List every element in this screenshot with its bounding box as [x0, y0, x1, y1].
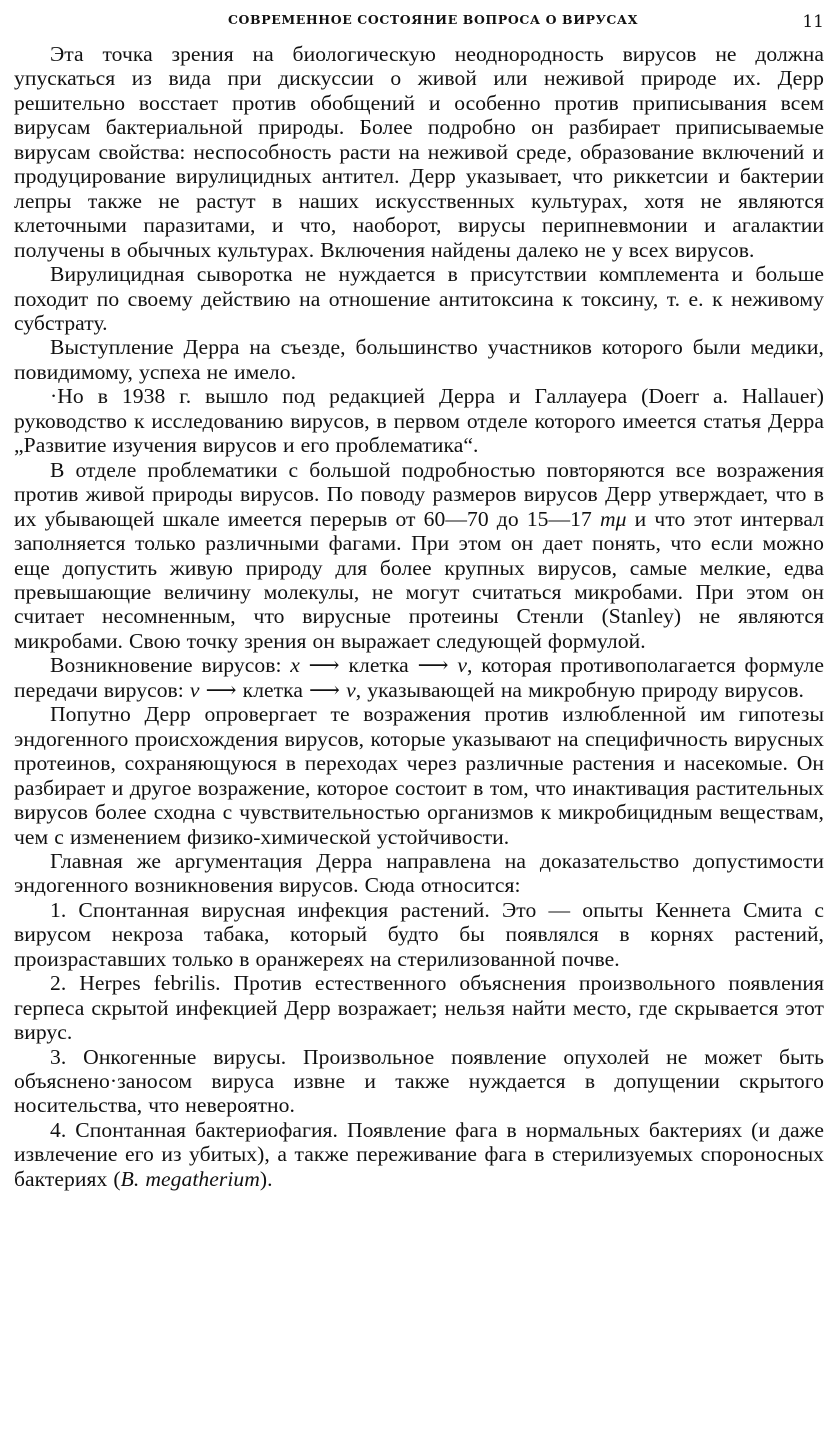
paragraph-3: Выступление Дерра на съезде, большинство участников которого были медики, повидимому, успеха не имело.: [14, 335, 824, 384]
arrow-icon: ⟶: [199, 677, 243, 702]
arrow-icon: ⟶: [303, 677, 347, 702]
formula-intro: Возникновение вирусов:: [50, 653, 291, 678]
list-item-1: 1. Спонтанная вирусная инфекция растений. Это — опыты Кеннета Смита с вирусом некроза табака, который будто бы появлялся в корнях растений, произраставших только в оранжереях на стерилизованной почве.: [14, 897, 824, 971]
body-text: [14, 42, 824, 1191]
formula-end: , указывающей на микробную природу вирусов.: [355, 677, 804, 702]
list-item-4-text-b: ).: [259, 1166, 273, 1191]
paragraph-5: [14, 458, 824, 654]
formula-v: v: [346, 677, 356, 702]
paragraph-2: Вирулицидная сыворотка не нуждается в присутствии комплемента и больше походит по своему действию на отношение антитоксина к токсину, т. е. к неживому субстрату.: [14, 262, 824, 335]
paragraph-6-formula: [14, 653, 824, 702]
formula-v: v: [189, 677, 200, 702]
paragraph-1: Эта точка зрения на биологическую неоднородность вирусов не должна упускаться из вида при дискуссии о живой или неживой природе их. Дерр решительно восстает против обобщений и особенно против приписывания всем вирусам бактериальной природы. Более подробно он разбирает приписываемые вирусам свойства: неспособность расти на неживой среде, образование включений и продуцирование вирулицидных антител. Дерр указывает, что риккетсии и бактерии лепры также не растут в наших искусственных культурах, хотя не являются клеточными паразитами, и что, наоборот, вирусы перипневмонии и агалактии получены в обычных культурах. Включения найдены далеко не у всех вирусов.: [14, 42, 824, 262]
formula-cell: клетка: [242, 677, 303, 702]
formula-middle: , которая противополагается формуле передачи вирусов:: [14, 653, 824, 702]
book-page: [14, 6, 824, 1191]
formula-cell: клетка: [348, 653, 409, 678]
species-name: B. megatherium: [120, 1166, 260, 1191]
paragraph-5-text-b: и что этот интервал заполняется только различными фагами. При этом он дает понять, что если можно еще допустить живую природу для более крупных вирусов, самые мелкие, едва превышающие величину молекулы, не могут считаться микробами. При этом он считает несомненным, что вирусные протеины Стенли (Stanley) не являются микробами. Свою точку зрения он выражает следующей формулой.: [14, 506, 824, 653]
list-item-3: 3. Онкогенные вирусы. Произвольное появление опухолей не может быть объяснено·заносом вируса извне и также нуждается в допущении скрытого носительства, что невероятно.: [14, 1044, 824, 1118]
page-number: 11: [802, 12, 824, 32]
formula-v: v: [457, 653, 468, 678]
formula-x: x: [290, 653, 300, 678]
paragraph-4: ·Но в 1938 г. вышло под редакцией Дерра и Галлауера (Doerr a. Hallauer) руководство к исследованию вирусов, в первом отделе которого имеется статья Дерра „Развитие изучения вирусов и его проблематика“.: [14, 384, 824, 458]
arrow-icon: ⟶: [299, 653, 349, 678]
unit-millimicron: mμ: [600, 506, 627, 531]
paragraph-7: Попутно Дерр опровергает те возражения против излюбленной им гипотезы эндогенного происхождения вирусов, которые указывают на специфичность вирусных протеинов, сохраняющуюся в переходах через различные растения и насекомые. Он разбирает и другое возражение, которое состоит в том, что инактивация растительных вирусов более сходна с чувствительностью организмов к микробицидным веществам, чем с изменением физико-химической устойчивости.: [14, 702, 824, 849]
running-title: СОВРЕМЕННОЕ СОСТОЯНИЕ ВОПРОСА О ВИРУСАХ: [228, 12, 638, 27]
paragraph-8: Главная же аргументация Дерра направлена на доказательство допустимости эндогенного возникновения вирусов. Сюда относится:: [14, 848, 824, 898]
list-item-4: [14, 1118, 824, 1191]
list-item-2: 2. Herpes febrilis. Против естественного объяснения произвольного появления герпеса скрытой инфекцией Дерр возражает; нельзя найти место, где скрывается этот вирус.: [14, 971, 824, 1045]
arrow-icon: ⟶: [408, 653, 458, 678]
list-item-4-text-a: 4. Спонтанная бактериофагия. Появление фага в нормальных бактериях (и даже извлечение его из убитых), а также переживание фага в стерилизуемых спороносных бактериях (: [14, 1117, 824, 1191]
paragraph-5-text-a: В отделе проблематики с большой подробностью повторяются все возражения против живой природы вирусов. По поводу размеров вирусов Дерр утверждает, что в их убывающей шкале имеется перерыв от 60—70 до 15—17: [14, 457, 824, 531]
page-header: [14, 6, 824, 36]
